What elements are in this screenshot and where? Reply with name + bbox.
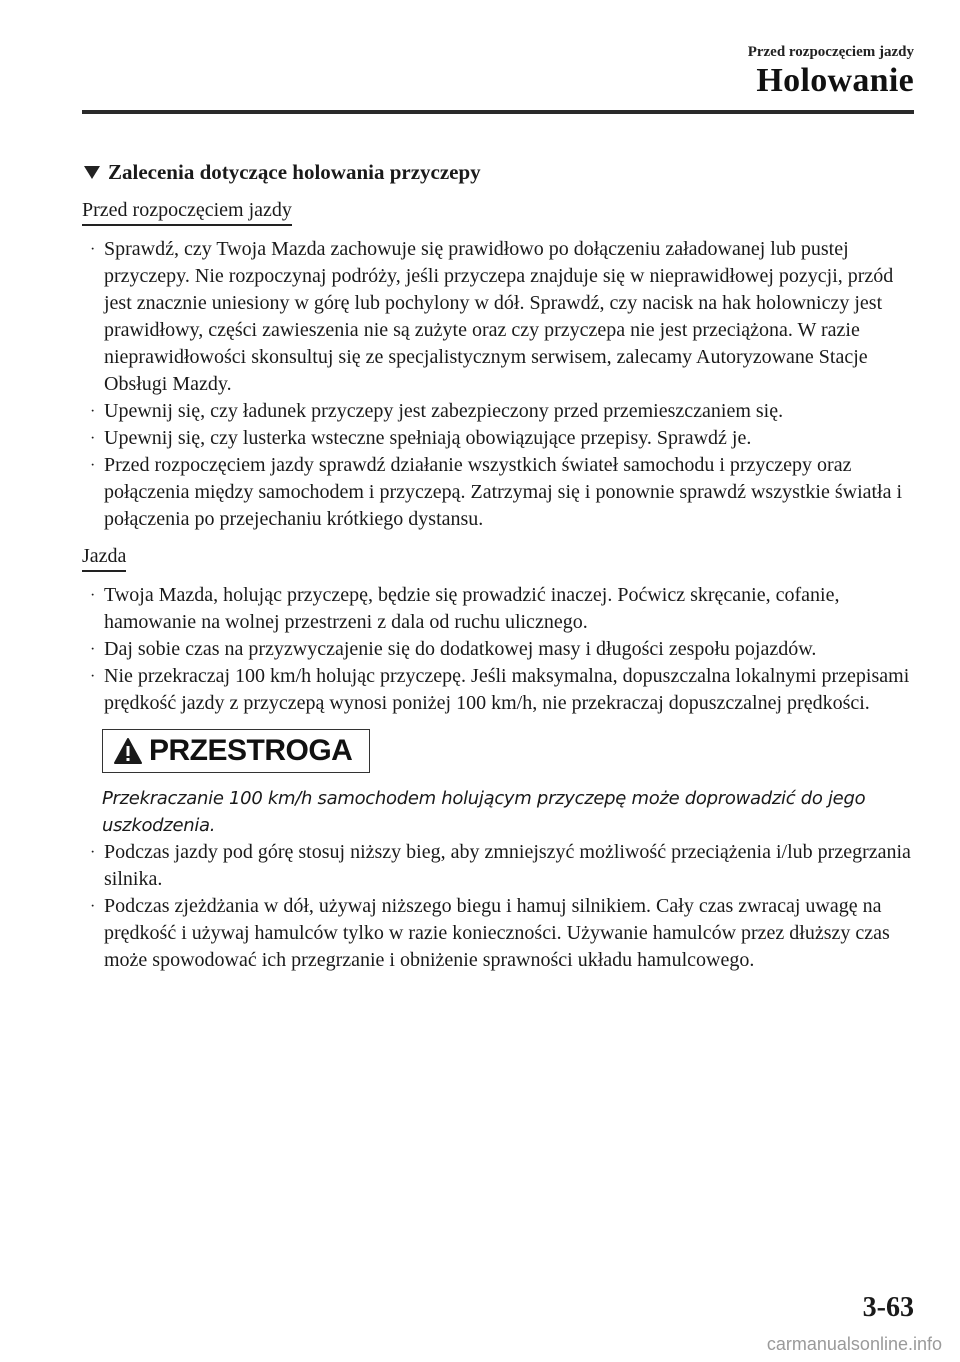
list-item [82, 582, 914, 636]
bullet-mark: · [90, 430, 96, 447]
bullet-mark: · [90, 587, 96, 604]
header-rule [82, 110, 914, 114]
driving-list [82, 582, 914, 717]
page-title: Holowanie [756, 62, 914, 99]
down-triangle-icon [84, 166, 100, 179]
list-item-text: Daj sobie czas na przyzwyczajenie się do dodatkowej masy i długości zespołu pojazdów. [104, 638, 817, 660]
bullet-mark: · [90, 241, 96, 258]
header-chapter: Przed rozpoczęciem jazdy [747, 44, 914, 60]
list-item-text: Upewnij się, czy ładunek przyczepy jest zabezpieczony przed przemieszczaniem się. [104, 400, 784, 422]
list-item-text: Podczas jazdy pod górę stosuj niższy bieg, aby zmniejszyć możliwość przeciążenia i/lub przegrzania silnika. [104, 841, 911, 890]
list-item [82, 398, 914, 425]
watermark: carmanualsonline.info [766, 1334, 942, 1354]
bullet-mark: · [90, 898, 96, 915]
caution-box [102, 729, 370, 773]
caution-label: PRZESTROGA [149, 734, 353, 767]
main-content [82, 160, 914, 986]
list-item-text: Twoja Mazda, holując przyczepę, będzie się prowadzić inaczej. Poćwicz skręcanie, cofanie, hamowanie na wolnej przestrzeni z dala od ruchu ulicznego. [104, 584, 840, 633]
list-item [82, 893, 914, 974]
before-driving-list [82, 236, 914, 533]
section-title [82, 160, 914, 185]
caution-text: Przekraczanie 100 km/h samochodem holującym przyczepę może doprowadzić do jego uszkodzenia. [102, 788, 866, 836]
bullet-mark: · [90, 668, 96, 685]
bullet-mark: · [90, 403, 96, 420]
list-item [82, 236, 914, 398]
bullet-mark: · [90, 457, 96, 474]
list-item [82, 839, 914, 893]
list-item [82, 425, 914, 452]
bullet-mark: · [90, 641, 96, 658]
driving-list-continued [82, 839, 914, 974]
list-item-text: Podczas zjeżdżania w dół, używaj niższego biegu i hamuj silnikiem. Cały czas zwracaj uwagę na prędkość i używaj hamulców tylko w razie konieczności. Używanie hamulców przez dłuższy czas może spowodować ich przegrzanie i obniżenie sprawności układu hamulcowego. [104, 895, 890, 971]
list-item-text: Sprawdź, czy Twoja Mazda zachowuje się prawidłowo po dołączeniu załadowanej lub pustej przyczepy. Nie rozpoczynaj podróży, jeśli przyczepa znajduje się w nieprawidłowej pozycji, przód jest znacznie uniesiony w górę lub pochylony w dół. Sprawdź, czy nacisk na hak holowniczy jest prawidłowy, części zawieszenia nie są zużyte oraz czy przyczepa nie jest przeciążona. W razie nieprawidłowości skonsultuj się ze specjalistycznym serwisem, zalecamy Autoryzowane Stacje Obsługi Mazdy. [104, 238, 894, 395]
list-item [82, 663, 914, 717]
list-item [82, 452, 914, 533]
subheading-driving: Jazda [82, 545, 126, 572]
bullet-mark: · [90, 844, 96, 861]
warning-triangle-icon [113, 737, 143, 765]
page-number: 3-63 [862, 1292, 914, 1323]
list-item [82, 636, 914, 663]
subheading-before-driving: Przed rozpoczęciem jazdy [82, 199, 292, 226]
list-item-text: Upewnij się, czy lusterka wsteczne spełniają obowiązujące przepisy. Sprawdź je. [104, 427, 752, 449]
list-item-text: Przed rozpoczęciem jazdy sprawdź działanie wszystkich świateł samochodu i przyczepy oraz połączenia między samochodem i przyczepą. Zatrzymaj się i ponownie sprawdź wszystkie światła i połączenia po przejechaniu krótkiego dystansu. [104, 454, 903, 530]
section-title-text: Zalecenia dotyczące holowania przyczepy [108, 160, 481, 184]
list-item-text: Nie przekraczaj 100 km/h holując przyczepę. Jeśli maksymalna, dopuszczalna lokalnymi przepisami prędkość jazdy z przyczepą wynosi poniżej 100 km/h, nie przekraczaj dopuszczalnej prędkości. [104, 665, 910, 714]
